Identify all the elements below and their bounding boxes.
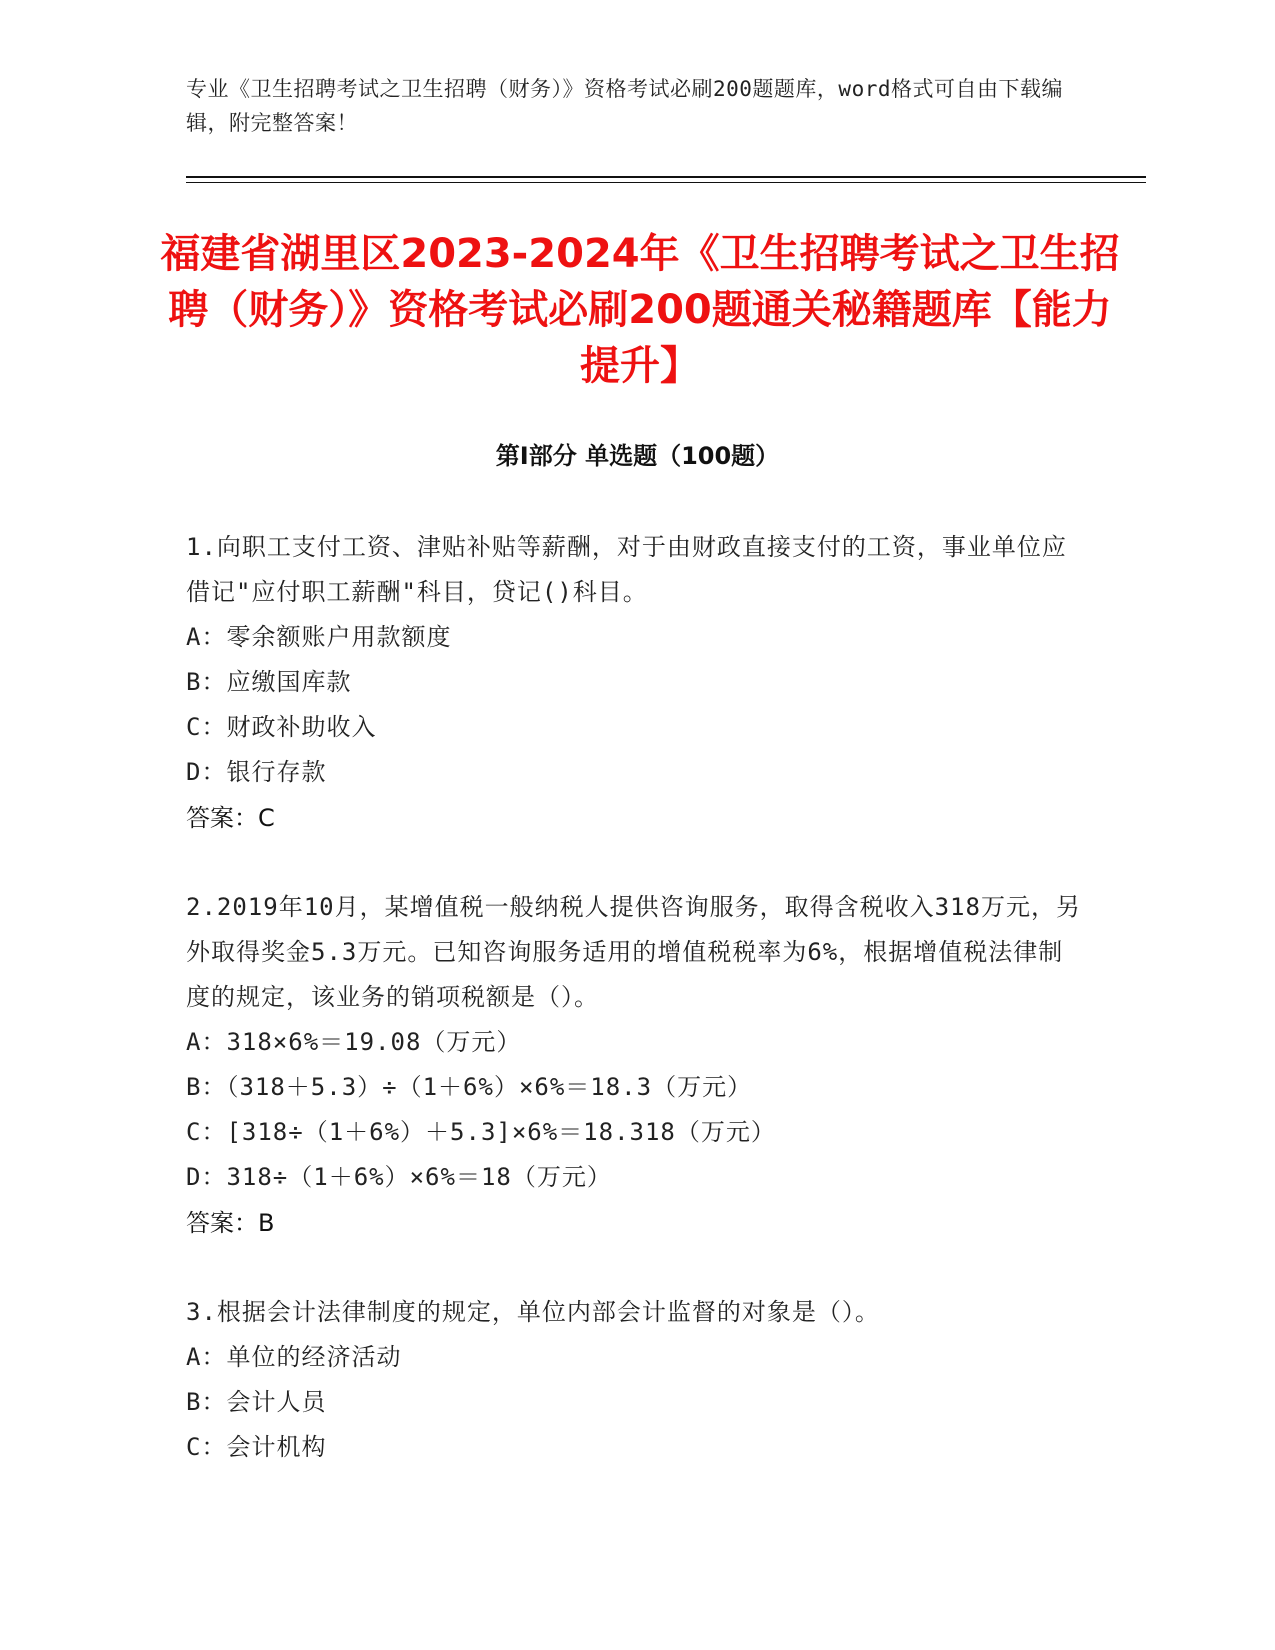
option-c: C：[318÷（1＋6%）＋5.3]×6%＝18.318（万元） [186, 1118, 776, 1146]
option-d: D：318÷（1＋6%）×6%＝18（万元） [186, 1163, 612, 1191]
question-list [186, 525, 1086, 1514]
option-b: B：（318＋5.3）÷（1＋6%）×6%＝18.3（万元） [186, 1073, 753, 1101]
option-c: C：财政补助收入 [186, 713, 377, 741]
section-heading: 第I部分 单选题（100题） [495, 442, 780, 470]
answer-label: 答案：C [186, 804, 275, 832]
document-title: 福建省湖里区2023-2024年《卫生招聘考试之卫生招聘（财务）》资格考试必刷200题通关秘籍题库【能力提升】 [160, 231, 1120, 389]
option-d: D：银行存款 [186, 758, 327, 786]
option-b: B：应缴国库款 [186, 668, 352, 696]
question-1 [186, 525, 1086, 841]
question-stem: 1.向职工支付工资、津贴补贴等薪酬，对于由财政直接支付的工资，事业单位应借记"应付职工薪酬"科目，贷记()科目。 [186, 533, 1067, 606]
option-a: A：零余额账户用款额度 [186, 623, 452, 651]
option-c: C：会计机构 [186, 1433, 327, 1461]
divider-line-thin [186, 182, 1146, 183]
intro-text: 专业《卫生招聘考试之卫生招聘（财务）》资格考试必刷200题题库，word格式可自由下载编辑，附完整答案！ [186, 77, 1063, 135]
question-stem: 3.根据会计法律制度的规定，单位内部会计监督的对象是（）。 [186, 1298, 880, 1326]
option-a: A：单位的经济活动 [186, 1343, 402, 1371]
question-stem: 2.2019年10月，某增值税一般纳税人提供咨询服务，取得含税收入318万元，另外取得奖金5.3万元。已知咨询服务适用的增值税税率为6%，根据增值税法律制度的规定，该业务的销项税额是（）。 [186, 893, 1081, 1011]
question-3 [186, 1290, 1086, 1470]
answer-label: 答案：B [186, 1209, 275, 1237]
divider-line [186, 176, 1146, 178]
option-a: A：318×6%＝19.08（万元） [186, 1028, 522, 1056]
question-2 [186, 885, 1086, 1246]
option-b: B：会计人员 [186, 1388, 327, 1416]
